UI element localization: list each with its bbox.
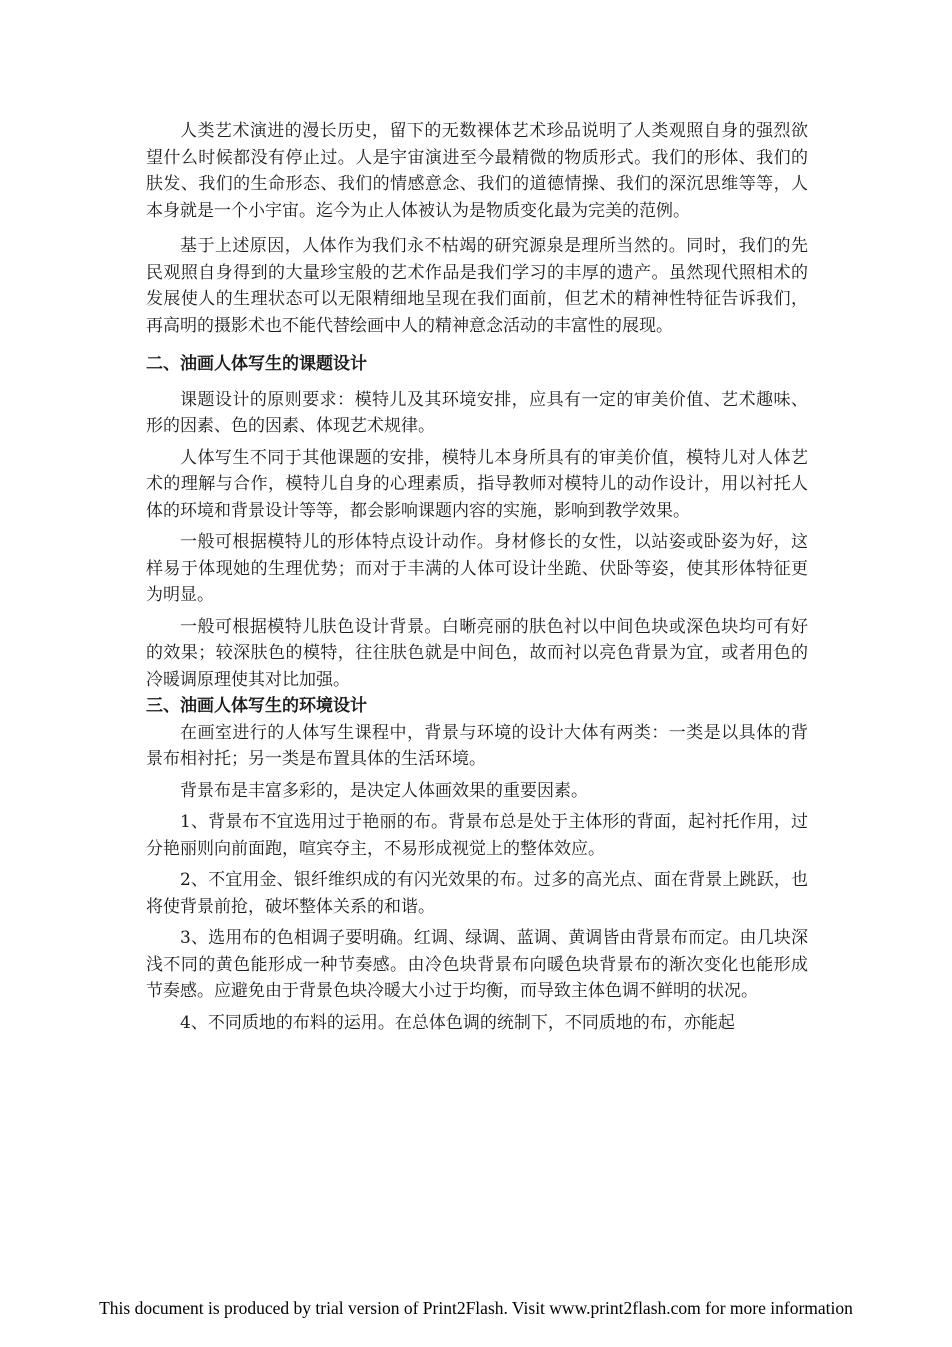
paragraph-skin-background: 一般可根据模特儿肤色设计背景。白晰亮丽的肤色衬以中间色块或深色块均可有好的效果；较深肤色的模特，往往肤色就是中间色，故而衬以亮色背景为宜，或者用色的冷暖调原理使其对比加强。 — [146, 616, 808, 690]
list-item-3: 3、选用布的色相调子要明确。红调、绿调、蓝调、黄调皆由背景布而定。由几块深浅不同的黄色能形成一种节奏感。由冷色块背景布向暖色块背景布的渐次变化也能形成节奏感。应避免由于背景色块冷暖大小过于均衡，而导致主体色调不鲜明的状况。 — [146, 928, 808, 1001]
section-heading-environment-design: 三、油画人体写生的环境设计 — [146, 696, 367, 716]
paragraph-intro: 人类艺术演进的漫长历史，留下的无数裸体艺术珍品说明了人类观照自身的强烈欲望什么时候都没有停止过。人是宇宙演进至今最精微的物质形式。我们的形体、我们的肤发、我们的生命形态、我们的情感意念、我们的道德情操、我们的深沉思维等等，人本身就是一个小宇宙。迄今为止人体被认为是物质变化最为完美的范例。 — [146, 121, 808, 221]
paragraph-environment-types: 在画室进行的人体写生课程中，背景与环境的设计大体有两类：一类是以具体的背景布相衬托；另一类是布置具体的生活环境。 — [146, 722, 808, 769]
list-item-2: 2、不宜用金、银纤维织成的有闪光效果的布。过多的高光点、面在背景上跳跃，也将使背景前抢，破坏整体关系的和谐。 — [146, 870, 808, 917]
section-heading-topic-design: 二、油画人体写生的课题设计 — [146, 354, 367, 374]
paragraph-pose-design: 一般可根据模特儿的形体特点设计动作。身材修长的女性，以站姿或卧姿为好，这样易于体现她的生理优势；而对于丰满的人体可设计坐跪、伏卧等姿，使其形体特征更为明显。 — [146, 532, 808, 605]
paragraph-model-value: 人体写生不同于其他课题的安排，模特儿本身所具有的审美价值，模特儿对人体艺术的理解与合作，模特儿自身的心理素质，指导教师对模特儿的动作设计，用以衬托人体的环境和背景设计等等，都会影响课题内容的实施，影响到教学效果。 — [146, 447, 808, 521]
list-item-4: 4、不同质地的布料的运用。在总体色调的统制下，不同质地的布，亦能起 — [180, 1012, 735, 1033]
document-page — [146, 118, 808, 1036]
paragraph-backdrop-importance: 背景布是丰富多彩的，是决定人体画效果的重要因素。 — [180, 780, 588, 801]
paragraph-design-principle: 课题设计的原则要求：模特儿及其环境安排，应具有一定的审美价值、艺术趣味、形的因素、色的因素、体现艺术规律。 — [146, 389, 808, 436]
list-item-1: 1、背景布不宜选用过于艳丽的布。背景布总是处于主体形的背面，起衬托作用，过分艳丽则向前面跑，喧宾夺主，不易形成视觉上的整体效应。 — [146, 812, 808, 859]
paragraph-source: 基于上述原因，人体作为我们永不枯竭的研究源泉是理所当然的。同时，我们的先民观照自身得到的大量珍宝般的艺术作品是我们学习的丰厚的遗产。虽然现代照相术的发展使人的生理状态可以无限精细地呈现在我们面前，但艺术的精神性特征告诉我们，再高明的摄影术也不能代替绘画中人的精神意念活动的丰富性的展现。 — [146, 236, 808, 336]
trial-watermark-footer: This document is produced by trial version of Print2Flash. Visit www.print2flash.com for more information — [99, 1298, 853, 1318]
